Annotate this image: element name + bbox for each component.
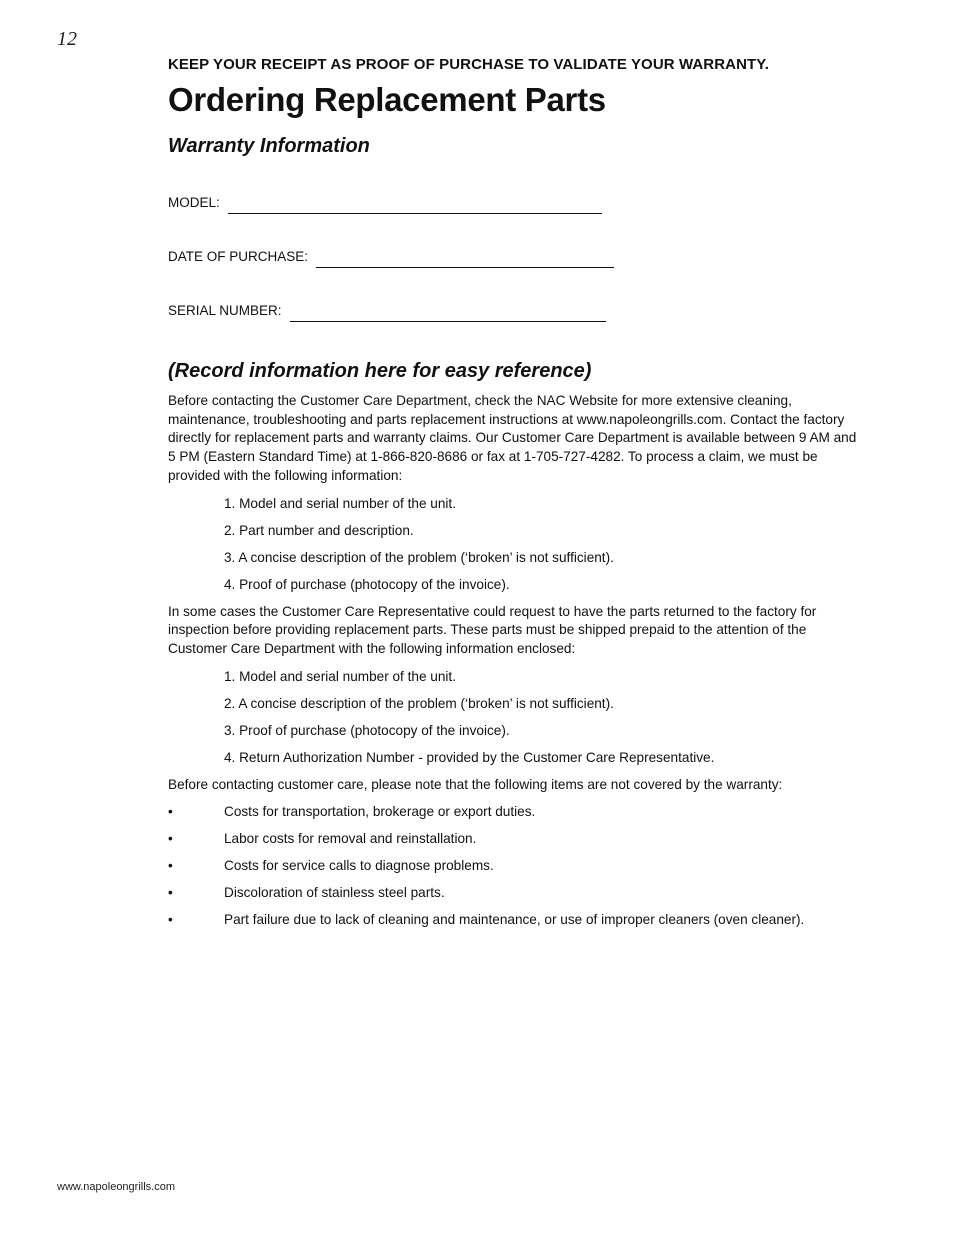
section-subtitle: Warranty Information: [168, 135, 370, 157]
model-input-line[interactable]: [228, 193, 602, 214]
return-info-list: [168, 667, 858, 767]
list-item: [168, 883, 858, 902]
list-item: 2. A concise description of the problem (‘broken’ is not sufficient).: [224, 695, 614, 711]
date-of-purchase-field: [168, 246, 858, 268]
bullet-icon: •: [168, 831, 173, 847]
record-heading: (Record information here for easy reference): [168, 360, 592, 382]
claim-info-list: [168, 494, 858, 594]
page-number: 12: [57, 28, 77, 50]
list-item: 1. Model and serial number of the unit.: [224, 668, 456, 684]
model-field: [168, 192, 858, 214]
warranty-form: [168, 192, 858, 322]
intro-paragraph: Before contacting the Customer Care Department, check the NAC Website for more extensive cleaning, maintenance, troubleshooting and parts replacement instructions at www.napoleongrills.com. Contact the factory directly for replacement parts and warranty claims. Our Customer Care Department is available between 9 AM and 5 PM (Eastern Standard Time) at 1-866-820-8686 or fax at 1-705-727-4282. To process a claim, we must be provided with the following information:: [168, 393, 857, 483]
serial-number-input-line[interactable]: [290, 301, 606, 322]
list-item: [168, 856, 858, 875]
page-title: Ordering Replacement Parts: [168, 81, 606, 118]
list-item: [168, 829, 858, 848]
date-of-purchase-input-line[interactable]: [316, 247, 614, 268]
exclusion-text: Labor costs for removal and reinstallation.: [224, 831, 477, 847]
exclusion-text: Discoloration of stainless steel parts.: [224, 885, 445, 901]
exclusions-intro: Before contacting customer care, please note that the following items are not covered by the warranty:: [168, 776, 783, 792]
bullet-icon: •: [168, 804, 173, 820]
list-item: [168, 910, 858, 929]
list-item: 2. Part number and description.: [224, 522, 414, 538]
return-paragraph: In some cases the Customer Care Representative could request to have the parts returned to the factory for inspection before providing replacement parts. These parts must be shipped prepaid to the attention of the Customer Care Department with the following information enclosed:: [168, 603, 817, 656]
serial-number-field: [168, 300, 858, 322]
serial-number-label: SERIAL NUMBER:: [168, 303, 282, 318]
bullet-icon: •: [168, 912, 173, 928]
list-item: 1. Model and serial number of the unit.: [224, 495, 456, 511]
footer-website-link[interactable]: www.napoleongrills.com: [57, 1181, 175, 1193]
list-item: 4. Proof of purchase (photocopy of the invoice).: [224, 576, 510, 592]
bullet-icon: •: [168, 858, 173, 874]
exclusion-text: Costs for transportation, brokerage or export duties.: [224, 804, 536, 820]
exclusion-text: Costs for service calls to diagnose problems.: [224, 858, 494, 874]
date-of-purchase-label: DATE OF PURCHASE:: [168, 249, 309, 264]
list-item: [168, 802, 858, 821]
exclusion-text: Part failure due to lack of cleaning and maintenance, or use of improper cleaners (oven cleaner).: [224, 912, 805, 928]
bullet-icon: •: [168, 885, 173, 901]
warranty-notice: KEEP YOUR RECEIPT AS PROOF OF PURCHASE TO VALIDATE YOUR WARRANTY.: [168, 56, 770, 73]
list-item: 4. Return Authorization Number - provided by the Customer Care Representative.: [224, 749, 715, 765]
list-item: 3. Proof of purchase (photocopy of the invoice).: [224, 722, 510, 738]
document-body: [168, 56, 858, 929]
model-label: MODEL:: [168, 195, 220, 210]
list-item: 3. A concise description of the problem (‘broken’ is not sufficient).: [224, 549, 614, 565]
exclusions-list: [168, 802, 858, 929]
